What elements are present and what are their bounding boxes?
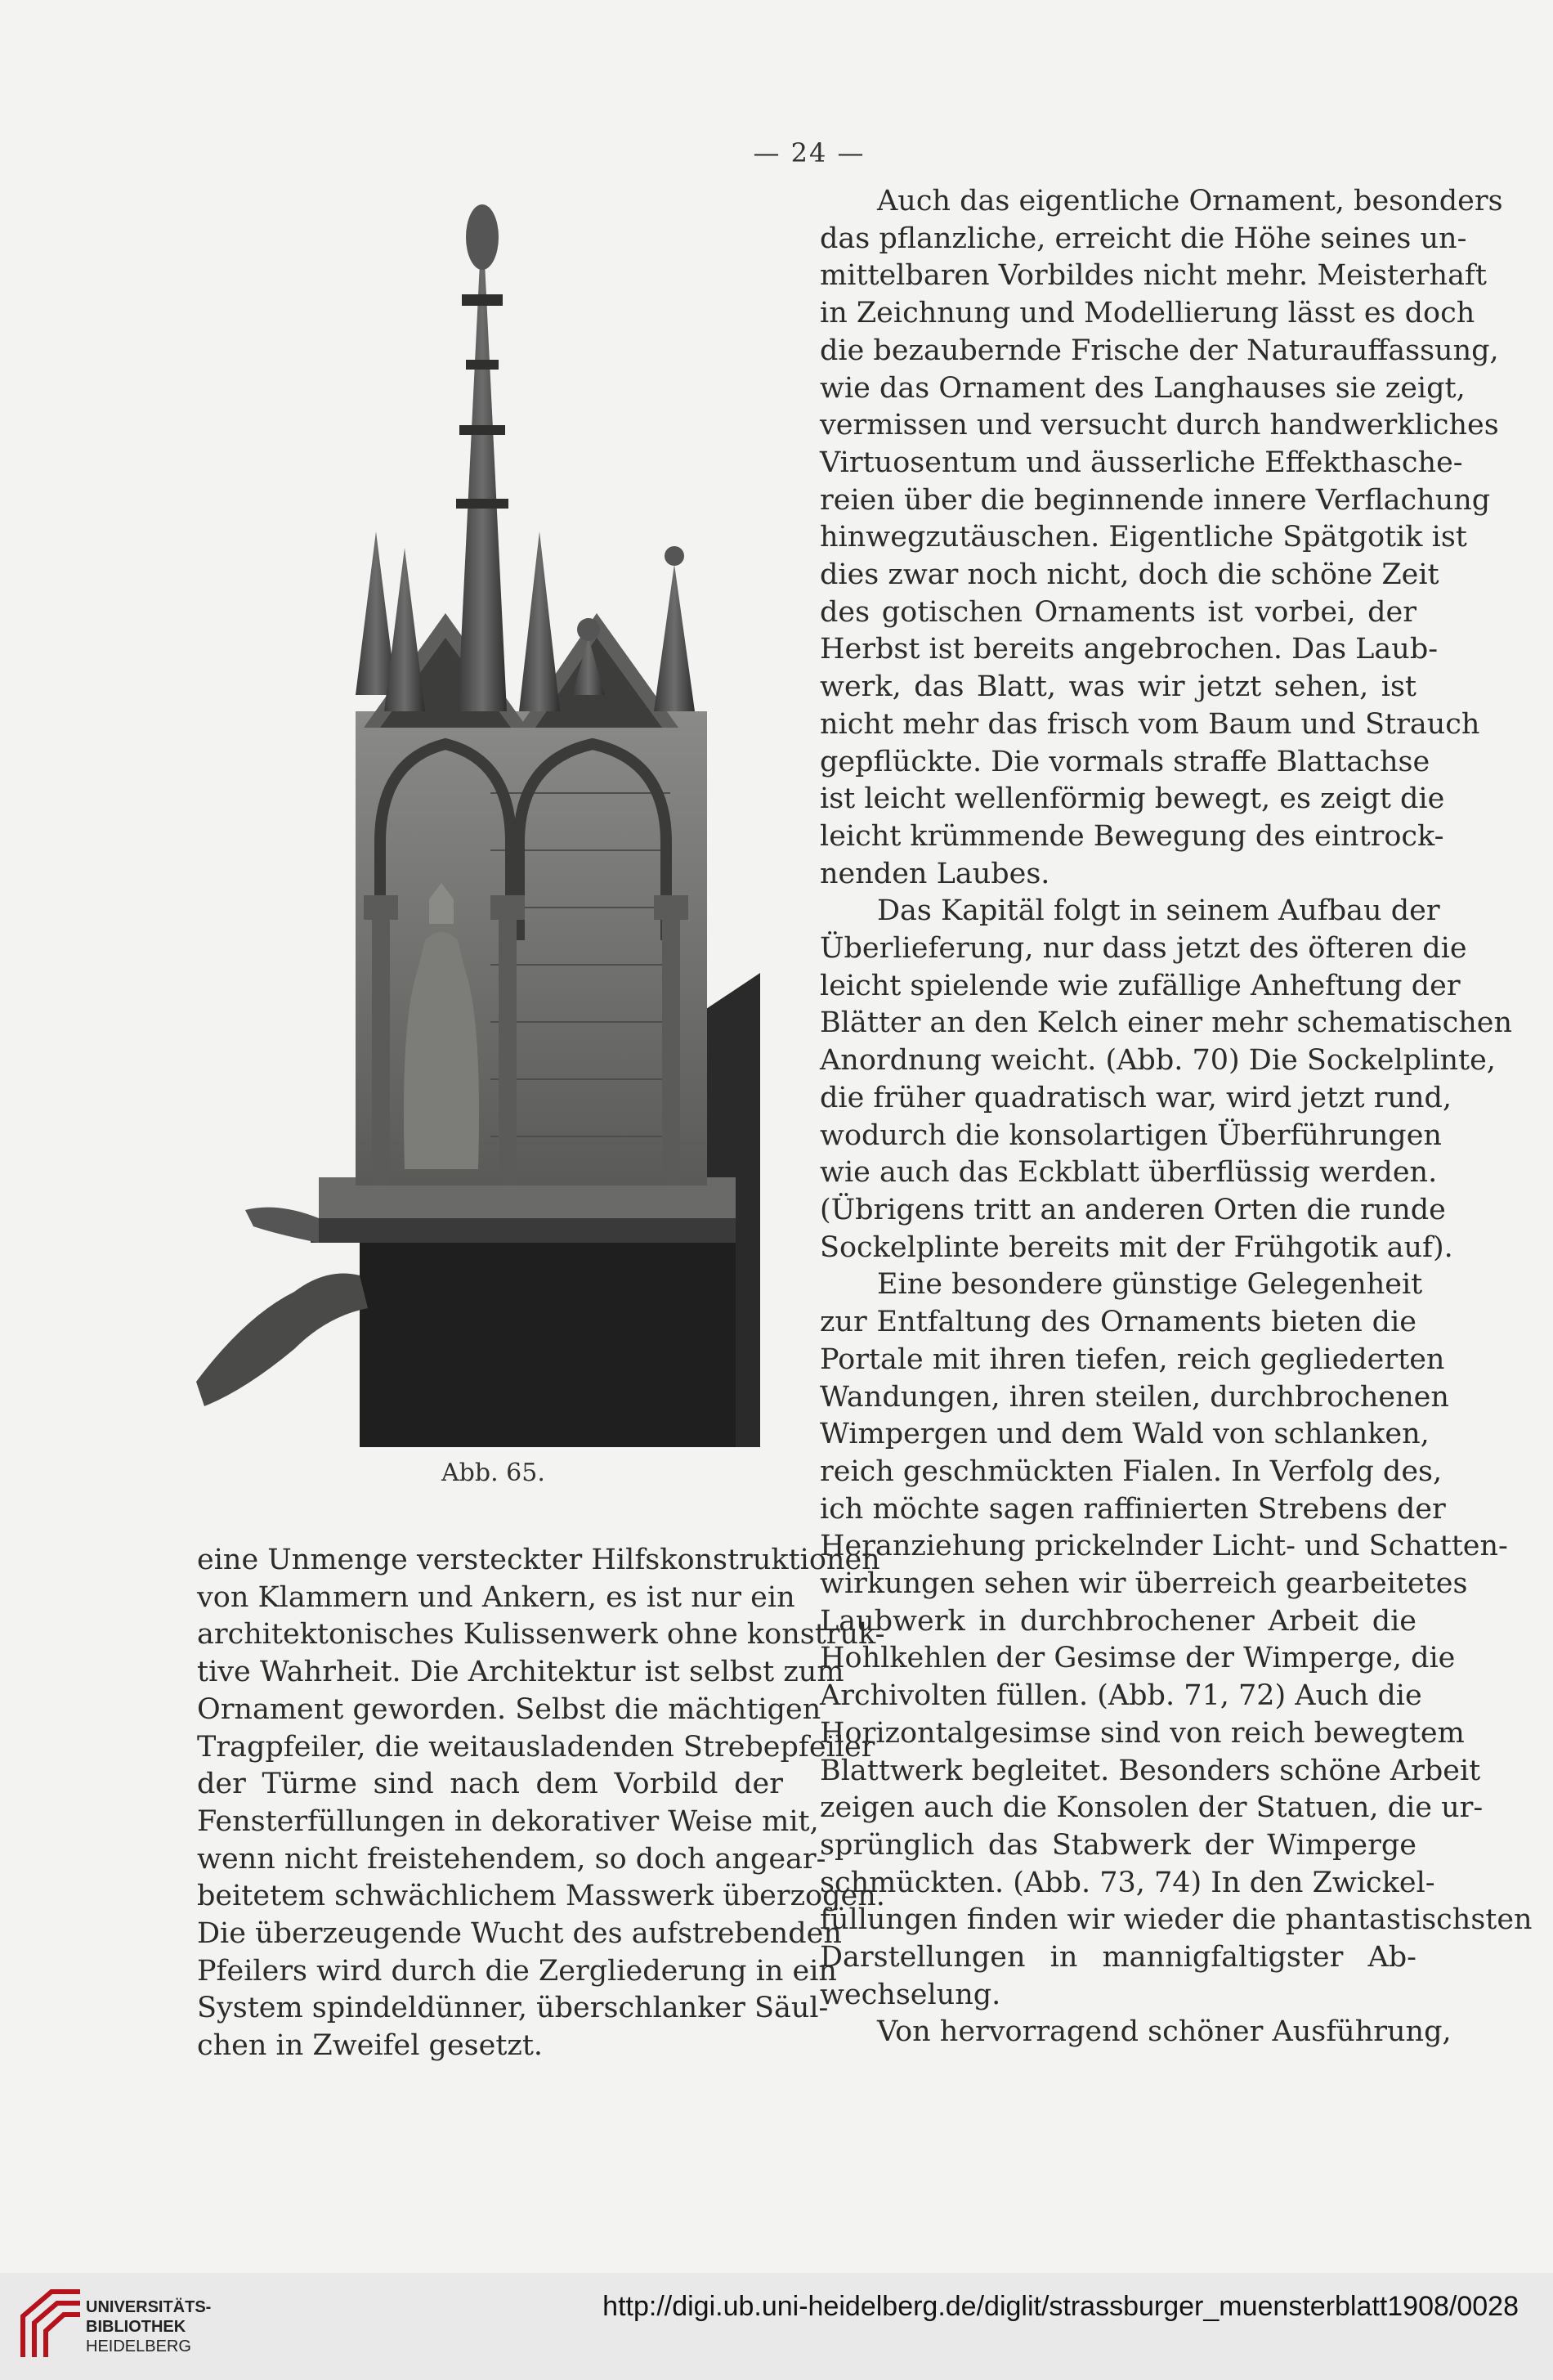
footer-bar — [0, 2273, 1553, 2380]
text-line: Heranziehung prickelnder Licht- und Schatten- — [820, 1530, 1508, 1563]
text-line: Blätter an den Kelch einer mehr schematischen — [820, 1006, 1512, 1040]
text-line: (Übrigens tritt an anderen Orten die runde — [820, 1193, 1446, 1226]
source-url-link[interactable]: http://digi.ub.uni-heidelberg.de/diglit/strassburger_muensterblatt1908/0028 — [602, 2291, 1519, 2322]
text-line: System spindeldünner, überschlanker Säul- — [197, 1992, 829, 2025]
figure-caption: Abb. 65. — [441, 1459, 545, 1487]
text-line: des gotischen Ornaments ist vorbei, der — [820, 595, 1416, 629]
text-line: das pflanzliche, erreicht die Höhe seines un- — [820, 222, 1467, 255]
library-name-line1: UNIVERSITÄTS- — [86, 2298, 212, 2316]
text-line: die bezaubernde Frische der Naturauffassung, — [820, 334, 1499, 367]
text-line: Auch das eigentliche Ornament, besonders — [877, 185, 1503, 217]
library-name-line2: BIBLIOTHEK — [86, 2318, 186, 2336]
text-line: hinwegzutäuschen. Eigentliche Spätgotik ist — [820, 521, 1467, 554]
gothic-pinnacle-illustration — [196, 204, 760, 1447]
text-line: ich möchte sagen raffinierten Strebens der — [820, 1492, 1446, 1526]
text-line: wenn nicht freistehendem, so doch angear- — [197, 1842, 826, 1876]
text-line: wie das Ornament des Langhauses sie zeigt, — [820, 371, 1466, 405]
library-name-line3: HEIDELBERG — [86, 2337, 191, 2355]
text-line: Horizontalgesimse sind von reich bewegtem — [820, 1716, 1465, 1750]
text-line: reich geschmückten Fialen. In Verfolg des, — [820, 1454, 1443, 1488]
text-line: Virtuosentum und äusserliche Effekthasche- — [820, 446, 1463, 479]
text-line: werk, das Blatt, was wir jetzt sehen, ist — [820, 670, 1416, 704]
text-line: mittelbaren Vorbildes nicht mehr. Meisterhaft — [820, 259, 1487, 293]
left-text-column — [197, 1542, 885, 2065]
text-line: zeigen auch die Konsolen der Statuen, die ur- — [820, 1791, 1484, 1825]
text-line: gepflückte. Die vormals straffe Blattachse — [820, 745, 1430, 778]
text-line: vermissen und versucht durch handwerkliches — [820, 409, 1499, 442]
text-line: Die überzeugende Wucht des aufstrebenden — [197, 1917, 842, 1951]
text-line: dies zwar noch nicht, doch die schöne Zeit — [820, 558, 1439, 592]
text-line: reien über die beginnende innere Verflachung — [820, 483, 1491, 517]
text-line: zur Entfaltung des Ornaments bieten die — [820, 1306, 1416, 1339]
text-line: Ornament geworden. Selbst die mächtigen — [197, 1692, 821, 1726]
text-line: leicht krümmende Bewegung des eintrock- — [820, 819, 1444, 853]
text-line: Laubwerk in durchbrochener Arbeit die — [820, 1604, 1416, 1638]
text-line: Blattwerk begleitet. Besonders schöne Arbeit — [820, 1754, 1481, 1787]
text-line: Von hervorragend schöner Ausführung, — [877, 2015, 1452, 2049]
text-line: tive Wahrheit. Die Architektur ist selbst zum — [197, 1656, 844, 1689]
page-number: — 24 — — [753, 137, 866, 168]
text-line: ist leicht wellenförmig bewegt, es zeigt die — [820, 782, 1445, 816]
figure-photograph-gothic-pinnacle — [196, 204, 760, 1447]
text-line: Darstellungen in mannigfaltigster Ab- — [820, 1941, 1416, 1974]
text-line: Wimpergen und dem Wald von schlanken, — [820, 1418, 1430, 1451]
text-line: Tragpfeiler, die weitausladenden Strebepfeiler — [197, 1730, 875, 1764]
text-line: Eine besondere günstige Gelegenheit — [877, 1268, 1423, 1302]
text-line: eine Unmenge versteckter Hilfskonstruktionen — [197, 1544, 880, 1576]
text-line: Archivolten füllen. (Abb. 71, 72) Auch die — [820, 1679, 1422, 1713]
text-line: Fensterfüllungen in dekorativer Weise mit, — [197, 1804, 819, 1838]
text-line: sprünglich das Stabwerk der Wimperge — [820, 1828, 1416, 1862]
text-line: in Zeichnung und Modellierung lässt es doch — [820, 297, 1475, 330]
text-line: wirkungen sehen wir überreich gearbeitetes — [820, 1567, 1468, 1601]
text-line: Wandungen, ihren steilen, durchbrochenen — [820, 1380, 1449, 1414]
text-line: die früher quadratisch war, wird jetzt rund, — [820, 1081, 1452, 1114]
text-line: Das Kapitäl folgt in seinem Aufbau der — [877, 894, 1440, 928]
text-line: Überlieferung, nur dass jetzt des öfteren die — [820, 932, 1467, 966]
right-text-column — [820, 183, 1533, 2051]
text-line: Portale mit ihren tiefen, reich gegliederten — [820, 1342, 1445, 1376]
text-line: beitetem schwächlichem Masswerk überzogen. — [197, 1880, 885, 1913]
text-line: Pfeilers wird durch die Zergliederung in ein — [197, 1954, 837, 1988]
text-line: von Klammern und Ankern, es ist nur ein — [197, 1580, 795, 1614]
text-line: wodurch die konsolartigen Überführungen — [820, 1118, 1442, 1152]
text-line: Hohlkehlen der Gesimse der Wimperge, die — [820, 1642, 1456, 1675]
university-library-logo-icon — [15, 2284, 88, 2365]
text-line: Herbst ist bereits angebrochen. Das Laub- — [820, 633, 1439, 666]
text-line: schmückten. (Abb. 73, 74) In den Zwickel- — [820, 1866, 1435, 1899]
text-line: wechselung. — [820, 1978, 1001, 2011]
text-line: füllungen finden wir wieder die phantastischsten — [820, 1903, 1533, 1937]
library-name — [86, 2297, 211, 2356]
text-line: nenden Laubes. — [820, 857, 1050, 890]
text-line: leicht spielende wie zufällige Anheftung der — [820, 969, 1461, 1002]
text-line: chen in Zweifel gesetzt. — [197, 2029, 544, 2063]
text-line: der Türme sind nach dem Vorbild der — [197, 1768, 783, 1801]
text-line: nicht mehr das frisch vom Baum und Strauch — [820, 707, 1480, 741]
text-line: Anordnung weicht. (Abb. 70) Die Sockelplinte, — [820, 1044, 1496, 1078]
text-line: architektonisches Kulissenwerk ohne konstruk- — [197, 1618, 885, 1652]
text-line: wie auch das Eckblatt überflüssig werden. — [820, 1156, 1438, 1190]
text-line: Sockelplinte bereits mit der Frühgotik auf). — [820, 1230, 1453, 1264]
